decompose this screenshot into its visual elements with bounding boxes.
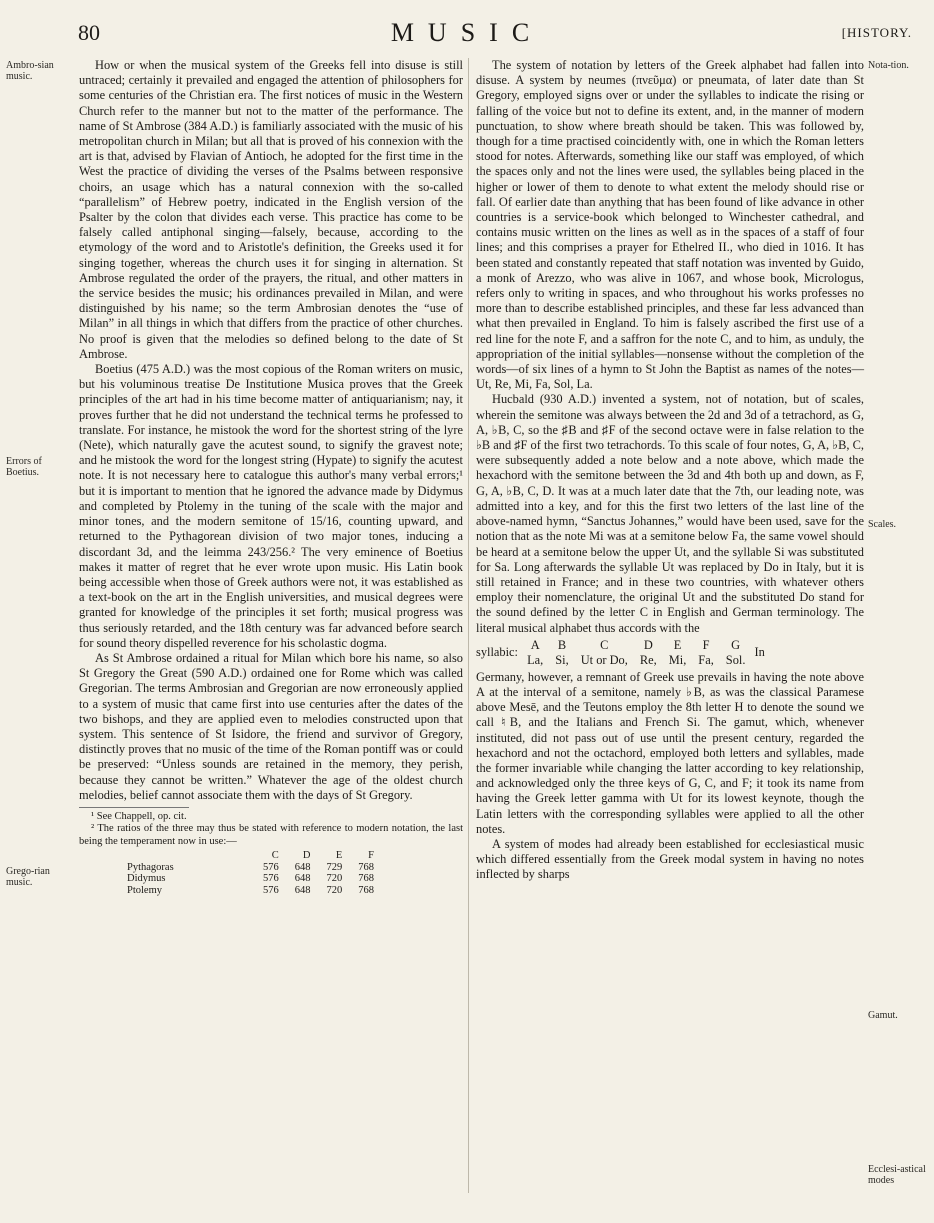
left-column xyxy=(79,58,463,896)
margin-note-gregorian: Grego-rian music. xyxy=(6,866,50,888)
paragraph-boetius: Boetius (475 A.D.) was the most copious of the Roman writers on music, but his voluminous treatise De Institutione Musica proves that the Greek principles of the art had in his time become matter of antiquarianism; nay, it proves further that he did not understand the technical terms he professed to translate. For instance, he mistook the word for the shortest string of the lyre (Nete), which naturally gave the acutest sound, to signify the gravest note; and he mistook the word for the longest string (Hypate) to signify the acutest note. It is not necessary here to catalogue this author's many verbal errors;¹ but it is important to mention that he ignored the advance made by Didymus and completed by Ptolemy in the tuning of the scale with the major and minor tones, and the modern semitone of 15/16, counting upward, and returned to the Pythagorean division of two major tones, inducing a discordant 3d, and the leimma 243/256.² The very eminence of Boetius makes it matter of regret that he ever wrote upon music. His Latin book being accessible when those of Greek authors were not, it was established as a text-book on the art in the English universities, and musical degrees were granted for knowledge of the principles it set forth; musical progress was thus seriously retarded, and the 18th century was far advanced before search for sound theory dispelled reverence for his scholastic dogma. xyxy=(79,362,463,650)
margin-note-ambrosian: Ambro-sian music. xyxy=(6,60,54,82)
ratio-cell: 729 xyxy=(326,861,343,873)
ratio-cell: 768 xyxy=(358,861,374,873)
ratio-cell: 648 xyxy=(294,861,311,873)
solfa-alignment xyxy=(476,638,864,668)
paragraph-gregorian: As St Ambrose ordained a ritual for Milan which bore his name, so also St Gregory the Great (590 A.D.) ordained one for Rome which was called Gregorian. The terms Ambrosian and Gregorian are now erroneously applied to a system of music that came first into use centuries after the dates of the two bishops, and they are applied even to melodies constructed upon that system. This sentence of St Isidore, the friend and survivor of Gregory, distinctly proves that no music of the time of the Roman pontiff was or could be preserved: “Unless sounds are retained in the memory, they perish, because they cannot be written.” Whatever the age of the oldest church melodies, belief cannot associate them with the days of St Gregory. xyxy=(79,650,463,802)
ratio-cell: 768 xyxy=(358,873,374,885)
footnote-2: ² The ratios of the three may thus be stated with reference to modern notation, the last being the temperament now in use:— xyxy=(79,823,463,847)
solfa-letter: A xyxy=(530,637,540,652)
solfa-syllable-row xyxy=(521,653,751,668)
running-title: MUSIC xyxy=(390,18,544,47)
ratio-header-row xyxy=(119,850,382,862)
solfa-letter: D xyxy=(643,637,653,652)
ratio-header: E xyxy=(335,850,343,862)
paragraph-notation: The system of notation by letters of the Greek alphabet had fallen into disuse. A system by neumes (πνεῦμα) or pneumata, of later date than St Gregory, employed signs over or under the syllables to indicate the rising or falling of the voice but not to define its extent, and, in the manner of modern punctuation, to show where breath should be taken. This was followed by, though for a time practised coincidently with, one in which the Roman letters stood for notes. Afterwards, something like our staff was employed, of which the spaces only and not the lines were used, the syllables being placed in the higher or lower of them to denote to what extent the melody should rise or fall. Of earlier date than anything that has been found of like advance in other countries is a service-book which belonged to Winchester cathedral, and contains music written on the lines as well as in the spaces of a staff of four lines; and this comprises a prayer for Ethelred II., who died in 1016. It has been stated and constantly repeated that staff notation was invented by Guido, a monk of Arezzo, who was alive in 1067, and whose book, Micrologus, refers only to writing in spaces, and who throughout his works professes no more than to describe established principles, and these far less advanced than what then prevailed in England. To him is falsely ascribed the first use of a red line for the note F, and a saffron for the note C, and to him, as unduly, the appropriation of the initial syllables—nonsense without the completion of the words—of six lines of a hymn to St John the Baptist as names of the notes—Ut, Re, Mi, Fa, Sol, La. xyxy=(476,58,864,392)
section-label: [HISTORY. xyxy=(841,25,912,40)
margin-note-modes: Ecclesi-astical modes xyxy=(868,1164,926,1186)
solfa-letter: G xyxy=(731,637,741,652)
ratio-header: D xyxy=(302,850,311,862)
ratio-cell: 576 xyxy=(263,861,279,873)
solfa-syllable: Mi, xyxy=(668,652,687,667)
margin-note-scales: Scales. xyxy=(868,519,897,530)
page-number: 80 xyxy=(78,20,100,45)
ratio-row xyxy=(119,873,382,885)
solfa-letter: C xyxy=(600,637,609,652)
solfa-syllable: Fa, xyxy=(698,652,714,667)
solfa-tail: In xyxy=(754,644,765,659)
ratio-cell: 576 xyxy=(263,884,279,896)
ratio-header: C xyxy=(271,850,279,862)
paragraph-modes: A system of modes had already been established for ecclesiastical music which differed essentially from the Greek modal system in having no notes inflected by sharps xyxy=(476,836,864,882)
solfa-syllable: Re, xyxy=(639,652,657,667)
footnotes xyxy=(79,811,463,897)
paragraph-gamut: Germany, however, a remnant of Greek use prevails in having the note above A at the interval of a semitone, namely ♭B, as was the classical Paramese above Mesē, and the Teutons employ the 8th letter H to denote the sound we call ♮B, and the Italians and French Si. The gamut, which, whenever instituted, did not pass out of use until the present century, regarded the hexachord and not the octachord, employed both letters and syllables, made the former invariable while changing the latter according to key relationship, and acknowledged only the three keys of G, C, and F; it took its name from having the Greek letter gamma with Ut for its lowest keynote, though the Latin letters with the corresponding syllables were applied to all the other notes. xyxy=(476,669,864,836)
ratio-row xyxy=(119,885,382,897)
ratio-table xyxy=(119,850,382,896)
footnote-1: ¹ See Chappell, op. cit. xyxy=(91,810,187,822)
solfa-syllable: Ut or Do, xyxy=(580,652,628,667)
ratio-header-blank xyxy=(119,850,255,862)
paragraph-scales: Hucbald (930 A.D.) invented a system, not of notation, but of scales, wherein the semitone was always between the 2d and 3d of a tetrachord, as G, A, ♭B, C, so the ♯B and ♯F of the second octave were in false relation to the ♭B and ♯F of the first two tetrachords. To this scale of four notes, G, A, ♭B, C, were subsequently added a note below and a note above, which made the hexachord with the semitone between the 3d and 4th both up and down, as F, G, A, ♭B, C, D. It was at a much later date that the 7th, our leading note, was admitted into a key, and for this the first two letters of the last line of the above-named hymn, “Sanctus Johannes,” would have been used, save for the notion that as the note Mi was at a semitone below Fa, the same vowel should be heard at a semitone below the upper Ut, and the syllable Si was substituted for Sa. Long afterwards the syllable Ut was replaced by Do in Italy, but it is still retained in France; and in these two countries, with whatever others employ their nomenclature, the original Ut and the substituted Do stand for the sound defined by the letter C in English and German terminology. The literal musical alphabet thus accords with the xyxy=(476,392,864,635)
solfa-letter-row xyxy=(521,638,751,653)
solfa-letter: B xyxy=(557,637,567,652)
paragraph-ambrosian: How or when the musical system of the Greeks fell into disuse is still untraced; certainly it prevailed and engaged the attention of philosophers for some centuries of the Christian era. The first notices of music in the Western Church refer to the manner but not to the matter of the performance. The name of St Ambrose (384 A.D.) is familiarly associated with the music of his metropolitan church in Milan; but all that is proved of his connexion with the art is that, advised by Flavian of Antioch, he adopted for the first time in the West the practice of dividing the verses of the Psalms between responsive choirs, an usage which has a natural connexion with the so-called “parallelism” of Hebrew poetry, indicated in the English version of the Psalter by the colon that divides each verse. This practice has come to be falsely called antiphonal singing—falsely, because, according to the etymology of the word and to Aristotle's definition, the Greeks used it for singing together, whereas the church uses it for singing in alternation. St Ambrose regulated the order of the prayers, the ritual, and other matters in the service besides the music; his ordinances prevailed in Milan, and were distinguished by his name; so the term Ambrosian denotes the “use of Milan” in all things in which that differs from the practice of other churches. No proof is given that the melodies so defined belong to the date of St Ambrose. xyxy=(79,58,463,361)
right-column xyxy=(476,58,864,883)
ratio-cell: 648 xyxy=(294,884,311,896)
solfa-syllable: La, xyxy=(527,652,544,667)
ratio-header: F xyxy=(368,850,374,862)
footnote-rule xyxy=(79,807,189,808)
solfa-letter: F xyxy=(702,637,710,652)
margin-note-gamut: Gamut. xyxy=(868,1010,898,1021)
page-header xyxy=(0,0,934,52)
ratio-row-name: Ptolemy xyxy=(127,884,163,896)
column-rule xyxy=(468,58,469,1193)
ratio-cell: 768 xyxy=(358,884,374,896)
ratio-cell: 576 xyxy=(263,873,279,885)
ratio-cell: 720 xyxy=(326,873,343,885)
solfa-letter: E xyxy=(673,637,682,652)
ratio-row xyxy=(119,862,382,874)
ratio-cell: 648 xyxy=(294,873,311,885)
solfa-table xyxy=(521,638,751,668)
solfa-lead: syllabic: xyxy=(476,644,518,659)
margin-note-boetius: Errors of Boetius. xyxy=(6,456,42,478)
solfa-syllable: Si, xyxy=(555,652,569,667)
ratio-cell: 720 xyxy=(326,884,343,896)
margin-note-notation: Nota-tion. xyxy=(868,60,909,71)
solfa-syllable: Sol. xyxy=(725,652,746,667)
ratio-row-name: Didymus xyxy=(127,873,166,885)
ratio-row-name: Pythagoras xyxy=(127,861,174,873)
